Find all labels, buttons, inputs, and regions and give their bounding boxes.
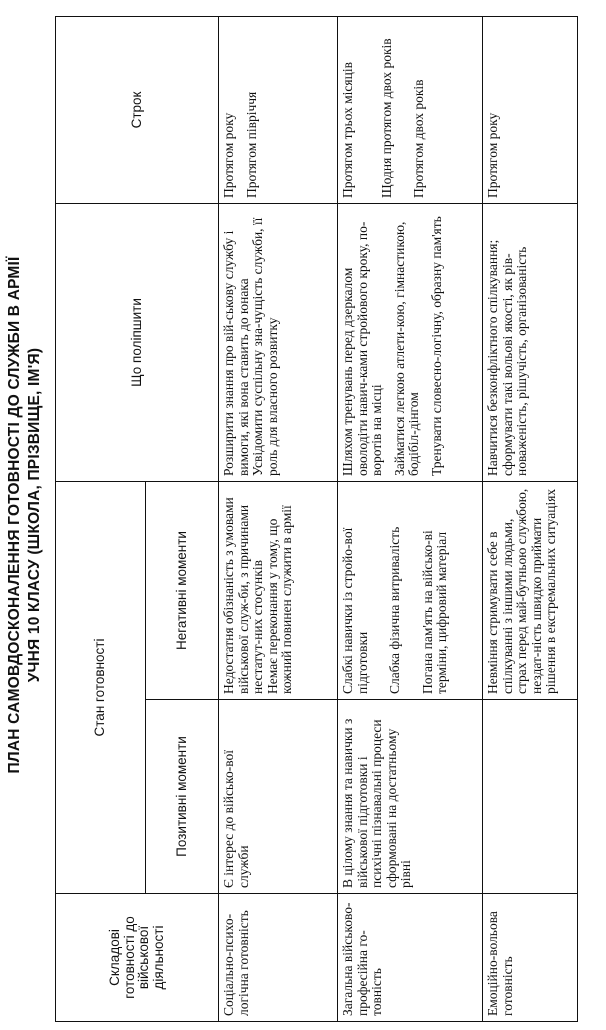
negative-item: Слабка фізична витривалість: [387, 526, 402, 694]
negative-cell: [483, 481, 578, 699]
component-cell: Емоційно-вольова готовність: [483, 894, 578, 1022]
improve-item: Займатися легкою атлети-кою, гімнастикою, бодібіл-дінгом: [391, 221, 421, 476]
term-item: Протягом півріччя: [243, 91, 259, 198]
improve-item: Навчитися безконфліктного спілкування; сформувати такі вольові якості, як рів-новаженість, рішучість, організованість: [485, 239, 529, 476]
term-item: Протягом року: [221, 112, 236, 198]
header-improve: Що поліпшити: [56, 203, 219, 481]
negative-item: Немає переконання у тому, що кожний повинен служити в армії: [264, 505, 294, 694]
component-cell: Загальна військово-професійна го-товність: [338, 894, 483, 1022]
negative-item: Недостатня обізнаність з умовами військової служ-би, з причинами нестатут-них стосунків: [221, 497, 265, 694]
negative-item: Погана пам'ять на військо-ві терміни, цифровий матеріал: [419, 530, 449, 694]
term-item: Протягом двох років: [411, 79, 426, 198]
negative-cell: [219, 481, 338, 699]
positive-cell: В цілому знання та навички з військової підготовки і психічні пізнавальні процеси сформовані на достатньому рівні: [338, 700, 483, 894]
term-item: Щодня протягом двох років: [378, 38, 394, 198]
improve-item: Розширити знання про вій-ськову службу і вимоги, які вона ставить до юнака: [221, 230, 251, 476]
improve-item: Усвідомити суспільну зна-чущість служби, її роль для власного розвитку: [250, 217, 280, 476]
improve-cell: [219, 203, 338, 481]
header-components: Складові готовності до військової діяльності: [56, 894, 219, 1022]
positive-cell: [483, 700, 578, 894]
header-negative: Негативні моменти: [146, 481, 219, 699]
improve-item: Шляхом тренувань перед дзеркалом оволодіти навич-ками стройового кроку, по-воротів на місці: [340, 221, 384, 476]
term-cell: [483, 16, 578, 203]
term-item: Протягом трьох місяців: [340, 62, 355, 198]
improve-item: Тренувати словесно-логічну, образну пам'ять: [428, 216, 444, 476]
header-positive: Позитивні моменти: [146, 700, 219, 894]
header-term: Строк: [56, 16, 219, 203]
table-row: [338, 16, 483, 1021]
component-cell: Соціально-психо-логічна готовність: [219, 894, 338, 1022]
positive-cell: Є інтерес до військо-вої служби: [219, 700, 338, 894]
header-state: Стан готовності: [56, 481, 146, 893]
term-cell: [219, 16, 338, 203]
table-row: [219, 16, 338, 1021]
improve-cell: [483, 203, 578, 481]
negative-cell: [338, 481, 483, 699]
page-subtitle: УЧНЯ 10 КЛАСУ (ШКОЛА, ПРІЗВИЩЕ, ІМ'Я): [26, 347, 43, 683]
page-title: ПЛАН САМОВДОСКОНАЛЕННЯ ГОТОВНОСТІ ДО СЛУЖБИ В АРМІЇ: [6, 256, 23, 774]
negative-item: Слабкі навички із стройо-вої підготовки: [340, 527, 370, 694]
self-improvement-plan-table: [55, 16, 578, 1022]
table-row: [483, 16, 578, 1021]
term-cell: [338, 16, 483, 203]
improve-cell: [338, 203, 483, 481]
term-item: Протягом року: [485, 112, 500, 198]
negative-item: Невміння стримувати себе в спілкуванні з іншими людьми, страх перед май-бутньою службою, нездат-ність швидко приймати рішення в екстремальних ситуаціях: [485, 488, 558, 694]
